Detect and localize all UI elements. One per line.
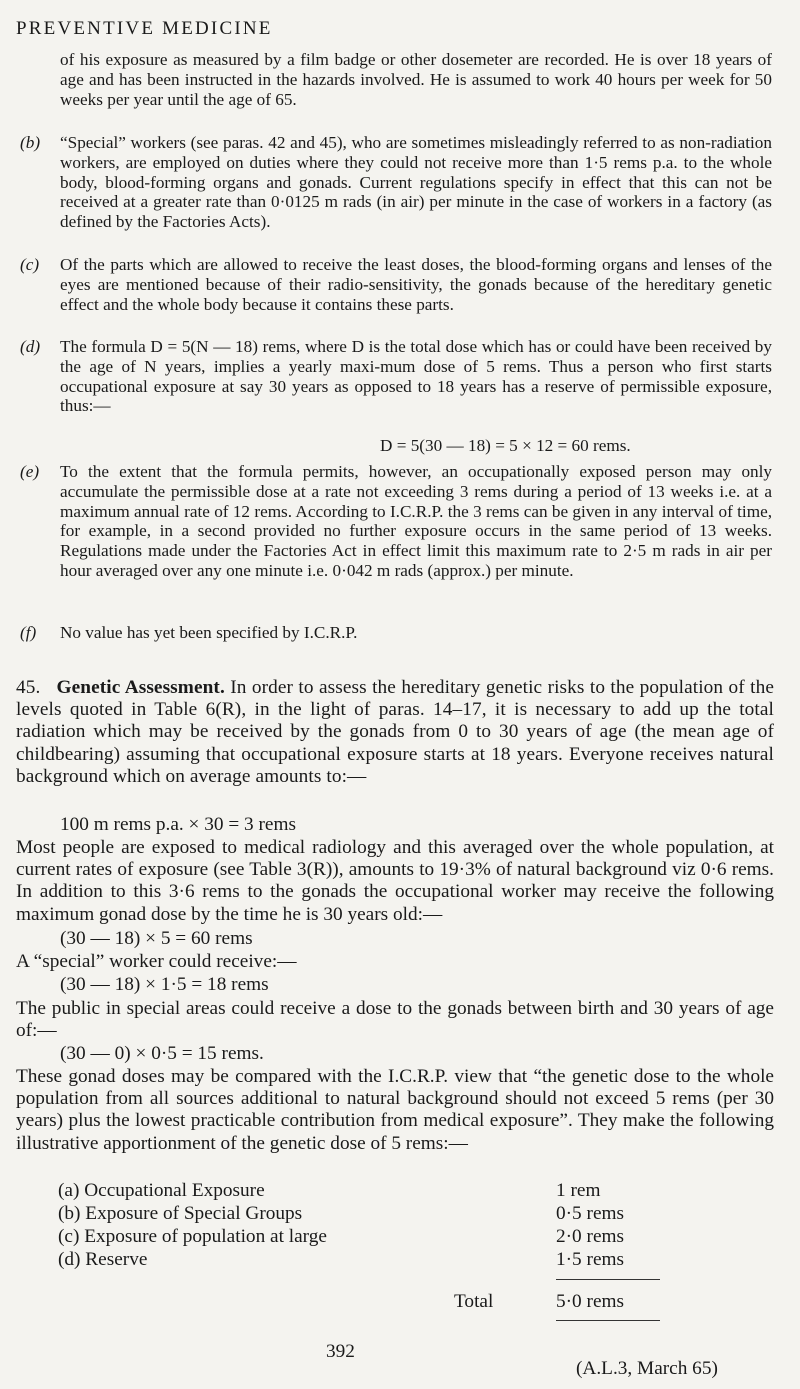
item-b-text: “Special” workers (see paras. 42 and 45), who are sometimes misleadingly referred to as non-radiation workers, are employed on duties where they could not receive more than 1·5 rems p.a. to the whole body, blood-forming organs and gonads. Current regulations specify in effect that this can not be received at a greater rate than 0·0125 m rads (in air) per minute in the case of workers in a factory (as defined by the Factories Acts). [60, 133, 772, 232]
item-b [20, 133, 772, 232]
paragraph-special-worker: A “special” worker could receive:— [16, 951, 297, 972]
equation-special-worker: (30 — 18) × 1·5 = 18 rems [60, 974, 269, 995]
equation-public: (30 — 0) × 0·5 = 15 rems. [60, 1043, 264, 1064]
equation-occupational: (30 — 18) × 5 = 60 rems [60, 928, 253, 949]
apportionment-label: (d) Reserve [58, 1249, 148, 1270]
running-head: PREVENTIVE MEDICINE [16, 18, 273, 39]
item-d-formula: D = 5(30 — 18) = 5 × 12 = 60 rems. [380, 436, 631, 455]
total-rule-top [556, 1279, 660, 1280]
apportionment-value: 0·5 rems [556, 1203, 625, 1224]
item-e-label: (e) [20, 462, 40, 481]
amendment-reference: (A.L.3, March 65) [576, 1358, 718, 1379]
section-45-paragraph [16, 677, 774, 788]
item-d-label: (d) [20, 337, 41, 356]
item-f-text: No value has yet been specified by I.C.R.P. [60, 623, 358, 642]
apportionment-label: (c) Exposure of population at large [58, 1226, 327, 1247]
paragraph-public: The public in special areas could receive a dose to the gonads between birth and 30 years of age of:— [16, 998, 774, 1042]
section-45-text: In order to assess the hereditary genetic risks to the population of the levels quoted in Table 6(R), in the light of paras. 14–17, it is necessary to add up the total radiation which may be received by the gonads from 0 to 30 years of age (the mean age of childbearing) assuming that occupational exposure starts at 18 years. Everyone receives natural background which on average amounts to:— [16, 677, 774, 787]
section-number: 45. [16, 677, 41, 698]
intro-paragraph: of his exposure as measured by a film badge or other dosemeter are recorded. He is over 18 years of age and has been instructed in the hazards involved. He is assumed to work 40 hours per week for 50 weeks per year until the age of 65. [60, 50, 772, 109]
apportionment-value: 1·5 rems [556, 1249, 625, 1270]
item-f-label: (f) [20, 623, 37, 642]
equation-natural-background: 100 m rems p.a. × 30 = 3 rems [60, 814, 296, 835]
total-value: 5·0 rems [556, 1291, 625, 1312]
item-c-label: (c) [20, 255, 40, 274]
paragraph-medical-radiology: Most people are exposed to medical radiology and this averaged over the whole population, at current rates of exposure (see Table 3(R)), amounts to 19·3% of natural background viz 0·6 rems. In addition to this 3·6 rems to the gonads the occupational worker may receive the following maximum gonad dose by the time he is 30 years old:— [16, 837, 774, 925]
item-c [20, 255, 772, 314]
total-label: Total [454, 1291, 494, 1312]
item-c-text: Of the parts which are allowed to receive the least doses, the blood-forming organs and lenses of the eyes are mentioned because of their radio-sensitivity, the gonads because of the hereditary genetic effect and the whole body because it contains these parts. [60, 255, 772, 314]
item-f [20, 623, 772, 643]
section-heading: Genetic Assessment. [56, 677, 225, 698]
item-e-text: To the extent that the formula permits, however, an occupationally exposed person may only accumulate the permissible dose at a rate not exceeding 3 rems during a period of 13 weeks i.e. at a maximum annual rate of 12 rems. According to I.C.R.P. the 3 rems can be given in any interval of time, for example, in a second provided no further exposure occurs in the same period of 13 weeks. Regulations made under the Factories Act in effect limit this maximum rate to 2·5 m rads in air per hour averaged over any one minute i.e. 0·042 m rads (approx.) per minute. [60, 462, 772, 580]
page-number: 392 [326, 1341, 355, 1362]
item-d [20, 337, 772, 416]
apportionment-value: 1 rem [556, 1180, 601, 1201]
total-rule-bottom [556, 1320, 660, 1321]
apportionment-value: 2·0 rems [556, 1226, 625, 1247]
item-b-label: (b) [20, 133, 41, 152]
apportionment-label: (b) Exposure of Special Groups [58, 1203, 303, 1224]
apportionment-label: (a) Occupational Exposure [58, 1180, 265, 1201]
item-e [20, 462, 772, 581]
paragraph-icrp-view: These gonad doses may be compared with the I.C.R.P. view that “the genetic dose to the whole population from all sources additional to natural background should not exceed 5 rems (per 30 years) plus the lowest practicable contribution from medical exposure”. They make the following illustrative apportionment of the genetic dose of 5 rems:— [16, 1066, 774, 1154]
item-d-text: The formula D = 5(N — 18) rems, where D is the total dose which has or could have been received by the age of N years, implies a yearly maxi-mum dose of 5 rems. Thus a person who first starts occupational exposure at say 30 years as opposed to 18 years has a reserve of permissible exposure, thus:— [60, 337, 772, 416]
